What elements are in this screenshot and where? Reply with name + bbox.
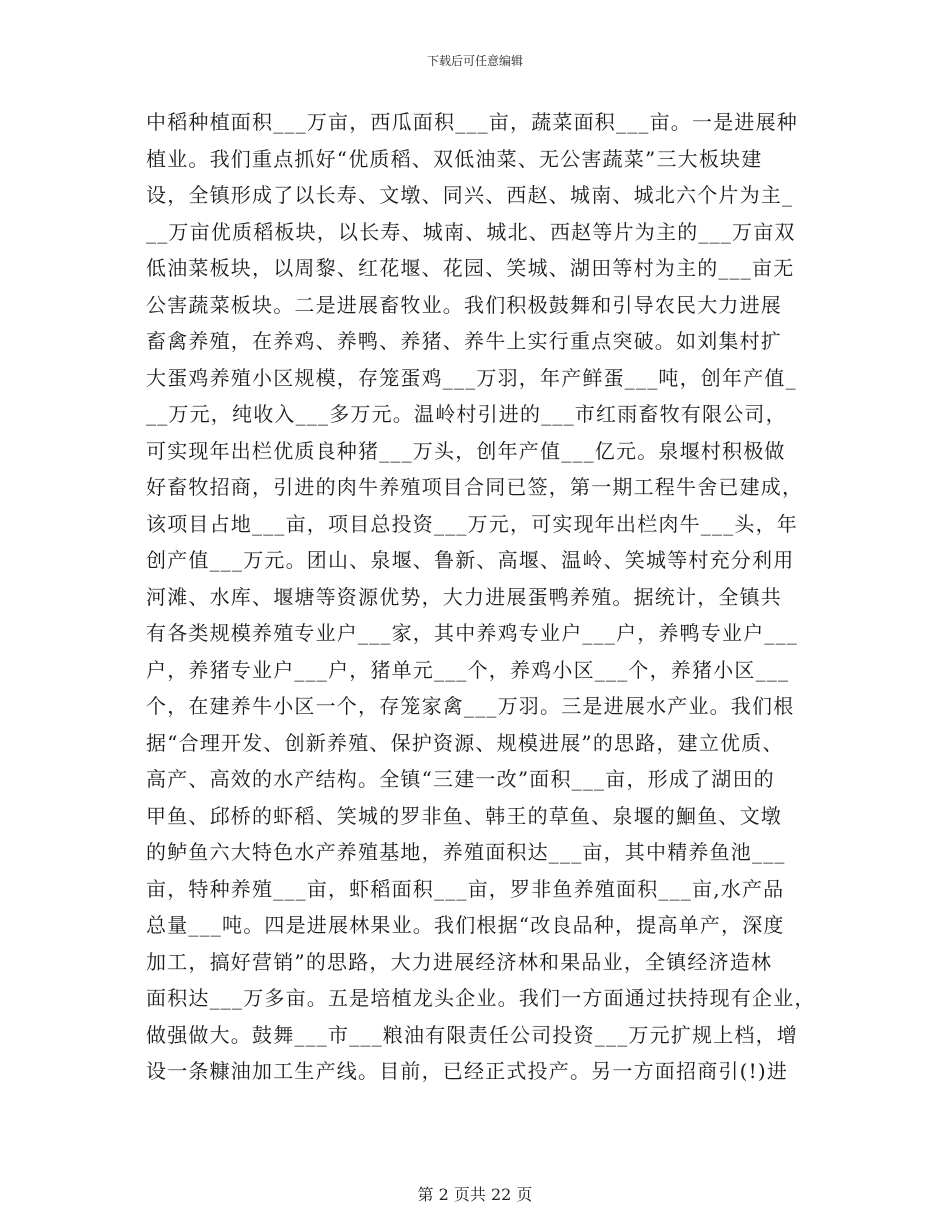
text-line: 好畜牧招商，引进的肉牛养殖项目合同已签，第一期工程牛舍已建成， [146,475,804,499]
document-body [146,104,816,1090]
text-line: 甲鱼、邱桥的虾稻、笑城的罗非鱼、韩王的草鱼、泉堰的鮰鱼、文墩 [146,803,782,828]
text-line: 可实现年出栏优质良种猪___万头，创年产值___亿元。泉堰村积极做 [146,438,786,463]
text-line: 大蛋鸡养殖小区规模，存笼蛋鸡___万羽，年产鲜蛋___吨，创年产值_ [146,365,797,390]
page-header: 下载后可任意编辑 [426,54,523,68]
text-line: 畜禽养殖，在养鸡、养鸭、养猪、养牛上实行重点突破。如刘集村扩 [146,329,782,353]
text-line: 加工，搞好营销”的思路，大力进展经济林和果品业，全镇经济造林 [146,949,773,974]
text-line: 设，全镇形成了以长寿、文墩、同兴、西赵、城南、城北六个片为主_ [146,183,794,207]
text-line: 中稻种植面积___万亩，西瓜面积___亩，蔬菜面积___亩。一是进展种 [146,110,798,134]
text-line: __万元，纯收入___多万元。温岭村引进的___市红雨畜牧有限公司， [146,402,787,426]
text-line: 河滩、水库、堰塘等资源优势，大力进展蛋鸭养殖。据统计，全镇共 [146,584,782,609]
text-line: 该项目占地___亩，项目总投资___万元，可实现年出栏肉牛___头，年 [146,511,798,536]
text-line: 户，养猪专业户___户，猪单元___个，养鸡小区___个，养猪小区___ [146,657,790,682]
text-line: __万亩优质稻板块，以长寿、城南、城北、西赵等片为主的___万亩双 [146,219,796,244]
text-line: 总量___吨。四是进展林果业。我们根据“改良品种，提高单产，深度 [146,913,785,937]
text-line: 低油菜板块，以周黎、红花堰、花园、笑城、湖田等村为主的___亩无 [146,256,795,280]
text-line: 高产、高效的水产结构。全镇“三建一改”面积___亩，形成了湖田的 [146,767,775,791]
text-line: 公害蔬菜板块。二是进展畜牧业。我们积极鼓舞和引导农民大力进展 [146,292,782,317]
text-line: 植业。我们重点抓好“优质稻、双低油菜、无公害蔬菜”三大板块建 [146,146,763,171]
page-number: 第 2 页共 22 页 [417,1185,533,1204]
text-line: 有各类规模养殖专业户___家，其中养鸡专业户___户，养鸭专业户___ [146,621,798,645]
text-line: 设一条糠油加工生产线。目前，已经正式投产。另一方面招商引(!)进 [146,1059,789,1083]
text-line: 做强做大。鼓舞___市___粮油有限责任公司投资___万元扩规上档，增 [146,1022,798,1047]
text-line: 面积达___万多亩。五是培植龙头企业。我们一方面通过扶持现有企业， [146,986,816,1010]
text-line: 亩，特种养殖___亩，虾稻面积___亩，罗非鱼养殖面积___亩,水产品 [146,876,785,901]
text-line: 的鲈鱼六大特色水产养殖基地，养殖面积达___亩，其中精养鱼池___ [146,840,786,864]
text-line: 创产值___万元。团山、泉堰、鲁新、高堰、温岭、笑城等村充分利用 [146,548,795,572]
text-line: 个，在建养牛小区一个，存笼家禽___万羽。三是进展水产业。我们根 [146,694,795,718]
text-line: 据“合理开发、创新养殖、保护资源、规模进展”的思路，建立优质、 [146,730,784,755]
